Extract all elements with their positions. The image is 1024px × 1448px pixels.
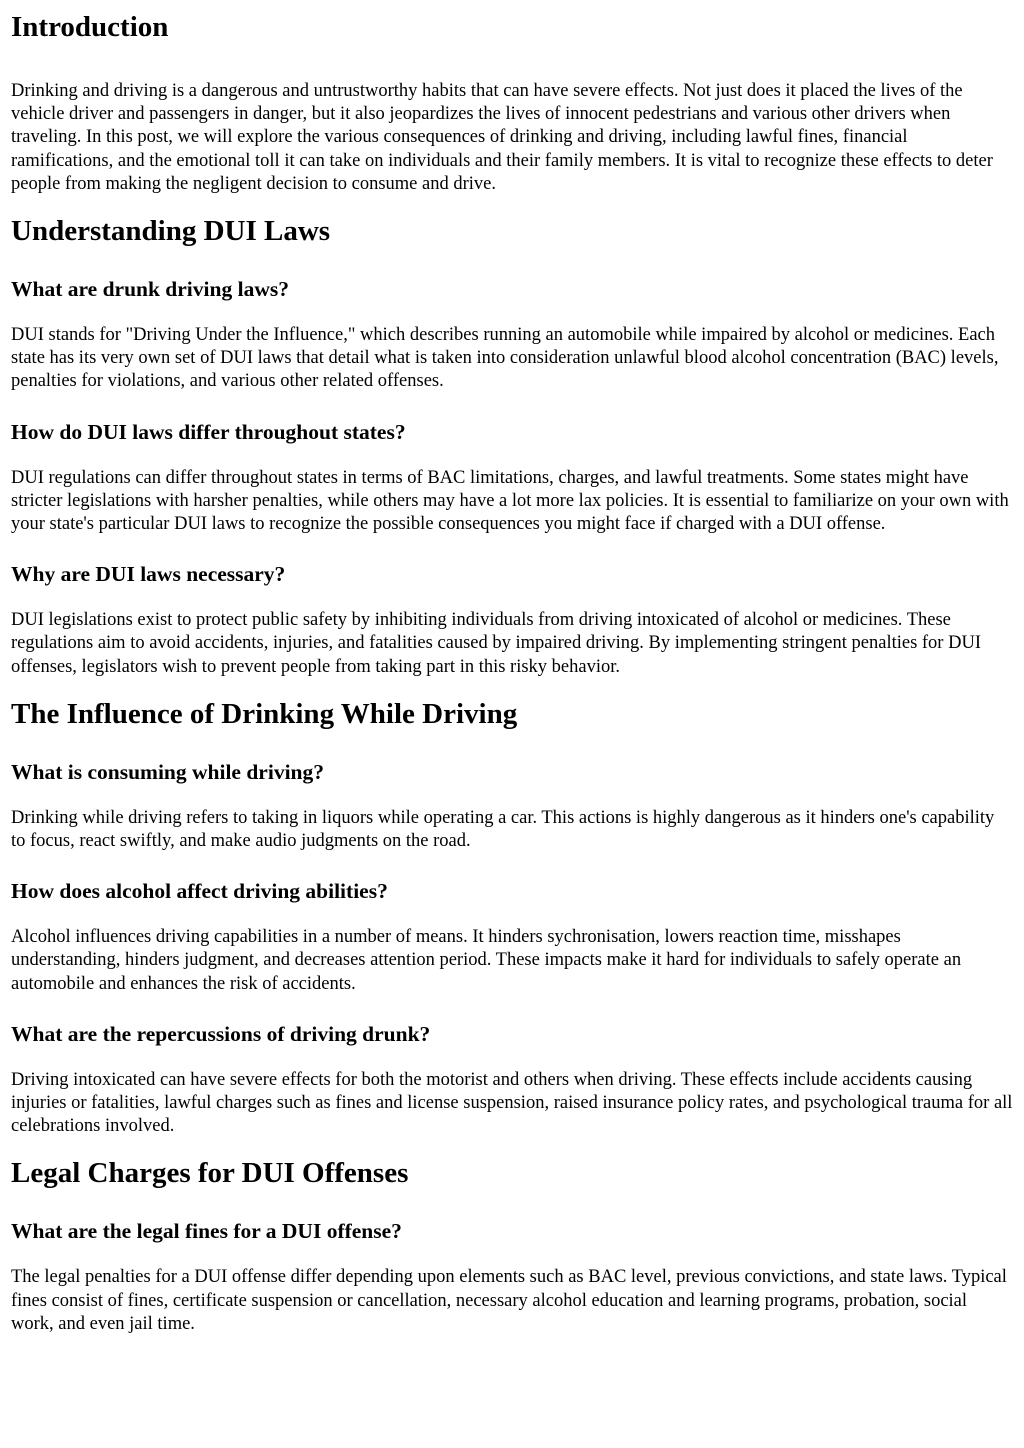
subheading-what-is-consuming-while-driving: What is consuming while driving? — [11, 759, 324, 784]
section-heading-legal-charges: Legal Charges for DUI Offenses — [11, 1157, 409, 1190]
paragraph-legal-fines-dui: The legal penalties for a DUI offense differ depending upon elements such as BAC level, previous convictions, and state laws. Typical fines consist of fines, certificate suspension or cancellation, necessary alcohol education and learning programs, probation, social work, and even jail time. — [11, 1267, 1007, 1334]
subheading-dui-laws-differ: How do DUI laws differ throughout states? — [11, 419, 406, 444]
paragraph-consuming-while-driving: Drinking while driving refers to taking in liquors while operating a car. This actions is highly dangerous as it hinders one's capability to focus, react swiftly, and make audio judgments on the road. — [11, 807, 995, 852]
subheading-what-are-drunk-driving-laws: What are drunk driving laws? — [11, 277, 289, 302]
subheading-repercussions-driving-drunk: What are the repercussions of driving drunk? — [11, 1021, 431, 1046]
paragraph-dui-laws-differ: DUI regulations can differ throughout states in terms of BAC limitations, charges, and lawful treatments. Some states might have stricter legislations with harsher penalties, while others may have a lot more lax policies. It is essential to familiarize on your own with your state's particular DUI laws to recognize the possible consequences you might face if charged with a DUI offense. — [11, 467, 1009, 535]
paragraph-repercussions-driving-drunk: Driving intoxicated can have severe effects for both the motorist and others when driving. These effects include accidents causing injuries or fatalities, lawful charges such as fines and license suspension, raised insurance policy rates, and psychological trauma for all celebrations involved. — [11, 1069, 1013, 1137]
subheading-why-dui-laws-necessary: Why are DUI laws necessary? — [11, 562, 286, 587]
paragraph-drunk-driving-laws: DUI stands for "Driving Under the Influence," which describes running an automobile while impaired by alcohol or medicines. Each state has its very own set of DUI laws that detail what is taken into consideration unlawful blood alcohol concentration (BAC) levels, penalties for violations, and various other related offenses. — [11, 325, 999, 392]
subheading-legal-fines-dui: What are the legal fines for a DUI offense? — [11, 1219, 402, 1244]
article — [11, 0, 1013, 1336]
section-heading-understanding-dui-laws: Understanding DUI Laws — [11, 215, 331, 248]
section-heading-influence-of-drinking: The Influence of Drinking While Driving — [11, 697, 518, 730]
paragraph-alcohol-affect-driving: Alcohol influences driving capabilities in a number of means. It hinders sychronisation, lowers reaction time, misshapes understanding, hinders judgment, and decreases attention period. These impacts make it hard for individuals to safely operate an automobile and enhances the risk of accidents. — [11, 927, 962, 994]
intro-paragraph: Drinking and driving is a dangerous and untrustworthy habits that can have severe effects. Not just does it placed the lives of the vehicle driver and passengers in danger, but it also jeopardizes the lives of innocent pedestrians and various other drivers when traveling. In this post, we will explore the various consequences of drinking and driving, including lawful fines, financial ramifications, and the emotional toll it can take on individuals and their family members. It is vital to recognize these effects to deter people from making the negligent decision to consume and drive. — [11, 81, 993, 194]
paragraph-why-dui-laws-necessary: DUI legislations exist to protect public safety by inhibiting individuals from driving intoxicated of alcohol or medicines. These regulations aim to avoid accidents, injuries, and fatalities caused by impaired driving. By implementing stringent penalties for DUI offenses, legislators wish to prevent people from taking part in this risky behavior. — [11, 610, 981, 677]
section-heading-introduction: Introduction — [11, 11, 169, 43]
subheading-alcohol-affect-driving: How does alcohol affect driving abilities? — [11, 879, 388, 904]
